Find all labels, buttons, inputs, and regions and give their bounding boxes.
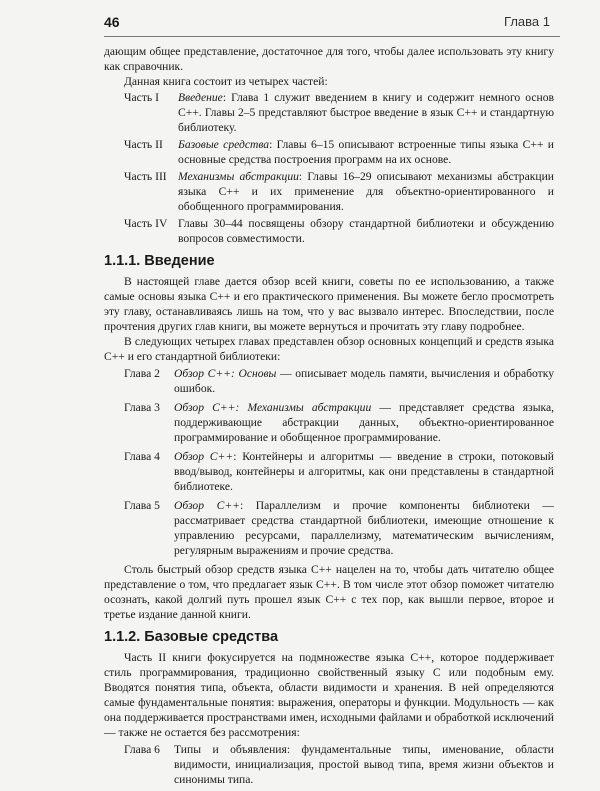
page-number: 46 — [104, 14, 120, 30]
section-heading-basic-facilities: 1.1.2. Базовые средства — [104, 629, 279, 645]
chapter-description: : Контейнеры и алгоритмы — введение в строки, потоковый ввод/вывод, контейнеры и алгоритмы, как они представлены в стандартной библиотеке. — [174, 450, 554, 493]
chapter-description: — описывает модель памяти, вычисления и обработку ошибок. — [174, 367, 554, 395]
part-label: Часть I — [124, 91, 159, 104]
part-label: Часть III — [124, 170, 167, 183]
chapter-item — [104, 449, 554, 494]
part-description: Главы 30–44 посвящены обзору стандартной библиотеки и обсуждению вопросов совместимости. — [178, 217, 554, 245]
section-heading-introduction: 1.1.1. Введение — [104, 253, 215, 269]
chapter-label: Глава 4 — [124, 450, 160, 463]
chapter-label: Глава 6 — [124, 743, 160, 756]
paragraph: В настоящей главе дается обзор всей книги, советы по ее использованию, а также самые основы языка C++ и его практического применения. Вы можете бегло просмотреть эту главу, останавливаясь лишь на том, что у вас вызвало интерес. Впоследствии, после прочтения других глав книги, вы можете вернуться и прочитать эту главу подробнее. — [104, 275, 554, 333]
chapter-label: Глава 3 — [124, 401, 160, 414]
page-body — [104, 44, 554, 791]
parts-list — [104, 90, 554, 246]
chapter-label: Глава 2 — [124, 367, 160, 380]
paragraph: Часть II книги фокусируется на подмножестве языка C++, которое поддерживает стиль программирования, традиционно свойственный языку C или подобным ему. Вводятся понятия типа, объекта, области видимости и хранения. В ней определяются самые фундаментальные понятия: выражения, операторы и функции. Модульность — как она поддерживается пространствами имен, исходными файлами и обработкой исключений — также не остается без рассмотрения: — [104, 651, 554, 739]
chapter-title: Глава 1 — [504, 14, 550, 29]
chapter-list — [104, 366, 554, 558]
chapter-title: Обзор C++ — [174, 450, 234, 463]
part-title: Механизмы абстракции — [178, 170, 299, 183]
paragraph: В следующих четырех главах представлен обзор основных концепций и средств языка C++ и его стандартной библиотеки: — [104, 335, 554, 363]
chapter-title: Обзор C++ — [174, 499, 240, 512]
part-item — [104, 169, 554, 214]
part-label: Часть II — [124, 138, 163, 151]
part-title: Введение — [178, 91, 223, 104]
chapter-item — [104, 742, 554, 787]
chapter-list — [104, 742, 554, 787]
part-item — [104, 90, 554, 135]
chapter-description: — представляет средства языка, поддерживающие абстракции данных, объектно-ориентированное программирование и обобщенное программирование. — [174, 401, 555, 444]
header-rule — [104, 36, 560, 37]
chapter-description: Типы и объявления: фундаментальные типы, именование, области видимости, инициализация, простой вывод типа, время жизни объектов и синонимы типа. — [174, 743, 554, 786]
chapter-title: Обзор C++: Основы — [174, 367, 277, 380]
part-description: : Главы 6–15 описывают встроенные типы языка C++ и основные средства построения программ на их основе. — [178, 138, 554, 166]
part-item — [104, 216, 554, 246]
chapter-item — [104, 400, 554, 445]
continuation-paragraph: дающим общее представление, достаточное для того, чтобы далее использовать эту книгу как справочник. — [104, 45, 554, 73]
running-header — [0, 0, 600, 36]
chapter-label: Глава 5 — [124, 499, 160, 512]
part-label: Часть IV — [124, 217, 168, 230]
part-title: Базовые средства — [178, 138, 270, 151]
chapter-description: : Параллелизм и прочие компоненты библиотеки — рассматривает средства стандартной библиотеки, имеющие отношение к управлению ресурсами, параллелизму, математическим вычислениям, регулярным выражениям и прочие средства. — [174, 499, 554, 557]
paragraph: Столь быстрый обзор средств языка C++ нацелен на то, чтобы дать читателю общее представление о том, что предлагает язык C++. В том числе этот обзор поможет читателю осознать, какой долгий путь прошел язык C++ с тех пор, как вышли первое, второе и третье издание данной книги. — [104, 563, 554, 621]
part-item — [104, 137, 554, 167]
chapter-title: Обзор C++: Механизмы абстракции — [174, 401, 372, 414]
chapter-item — [104, 498, 554, 558]
part-description: : Главы 16–29 описывают механизмы абстракции языка C++ и их применение для объектно-ориентированного и обобщенного программирования. — [178, 170, 554, 213]
parts-intro: Данная книга состоит из четырех частей: — [124, 75, 328, 88]
part-description: : Глава 1 служит введением в книгу и содержит немного основ C++. Главы 2–5 представляют быстрое введение в язык C++ и стандартную библиотеку. — [178, 91, 554, 134]
chapter-item — [104, 366, 554, 396]
